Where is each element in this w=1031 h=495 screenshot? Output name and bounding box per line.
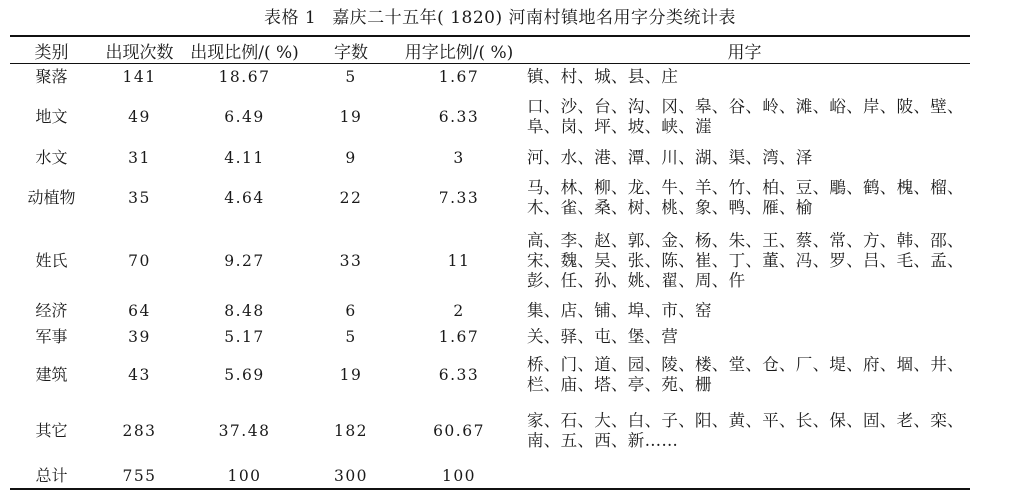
cell-char-ratio: 6.33 — [438, 366, 480, 384]
cell-category: 水文 — [35, 147, 68, 167]
cell-count: 43 — [128, 366, 151, 384]
cell-ratio: 6.49 — [224, 107, 265, 126]
cell-char-ratio: 100 — [441, 466, 477, 485]
caption-label: 表格 1 — [263, 8, 317, 28]
table-row — [10, 323, 970, 350]
cell-category: 地文 — [35, 106, 68, 126]
cell-char-ratio: 2 — [453, 301, 465, 320]
header-row — [10, 37, 970, 63]
cell-chars-count: 6 — [345, 301, 357, 320]
cell-chars — [519, 462, 970, 489]
cell-chars-count: 19 — [339, 366, 363, 384]
cell-char-ratio: 11 — [447, 252, 471, 270]
cell-char-ratio: 1.67 — [438, 67, 480, 86]
cell-ratio: 9.27 — [224, 252, 265, 270]
cell-chars: 马、林、柳、龙、牛、羊、竹、柏、豆、鵰、鹤、槐、榴、木、雀、桑、树、桃、象、鸭、雁、榆 — [527, 178, 964, 217]
cell-chars: 口、沙、台、沟、冈、皋、谷、岭、滩、峪、岸、陂、壁、阜、岗、坪、坡、峡、漄 — [527, 96, 964, 136]
cell-char-ratio: 7.33 — [438, 189, 480, 207]
table-row — [10, 143, 970, 172]
cell-ratio: 37.48 — [218, 422, 271, 440]
table-row — [10, 298, 970, 323]
table-row — [10, 462, 970, 489]
cell-char-ratio: 1.67 — [438, 327, 480, 346]
cell-ratio: 8.48 — [224, 301, 265, 320]
cell-count: 70 — [128, 252, 151, 270]
cell-count: 141 — [122, 67, 157, 86]
cell-chars-count: 300 — [333, 466, 369, 485]
cell-count: 35 — [128, 189, 151, 207]
cell-ratio: 4.11 — [224, 148, 265, 167]
cell-ratio: 18.67 — [218, 67, 271, 86]
header-char-ratio: 用字比例/( %) — [404, 42, 514, 63]
header-chars-count: 字数 — [334, 42, 368, 63]
table-row — [10, 63, 970, 90]
cell-ratio: 100 — [227, 466, 262, 485]
cell-category: 经济 — [35, 300, 68, 320]
cell-chars-count: 22 — [339, 189, 363, 207]
cell-chars: 关、驿、屯、堡、营 — [527, 326, 679, 346]
statistics-table — [10, 37, 970, 489]
cell-chars: 家、石、大、白、子、阳、黄、平、长、保、固、老、栾、南、五、西、新…… — [527, 411, 964, 450]
cell-count: 31 — [128, 148, 151, 167]
caption-title: 嘉庆二十五年( 1820) 河南村镇地名用字分类统计表 — [332, 8, 737, 28]
cell-category: 军事 — [35, 326, 68, 346]
table-row — [10, 90, 970, 143]
cell-chars-count: 5 — [345, 67, 357, 86]
cell-chars-count: 5 — [345, 327, 357, 346]
cell-chars: 河、水、港、潭、川、湖、渠、湾、泽 — [527, 147, 813, 167]
cell-category: 总计 — [35, 465, 68, 485]
cell-count: 49 — [128, 107, 151, 126]
cell-chars-count: 182 — [333, 422, 369, 440]
table-row — [10, 172, 970, 224]
table-caption — [0, 7, 1000, 29]
header-count: 出现次数 — [105, 42, 174, 63]
cell-category: 聚落 — [35, 66, 68, 86]
cell-char-ratio: 3 — [453, 148, 465, 167]
cell-chars-count: 19 — [339, 107, 363, 126]
cell-count: 39 — [128, 327, 151, 346]
cell-chars-count: 33 — [339, 252, 363, 270]
cell-category: 其它 — [35, 421, 68, 440]
header-ratio: 出现比例/( %) — [190, 42, 299, 63]
cell-chars: 桥、门、道、园、陵、楼、堂、仓、厂、堤、府、堌、井、栏、庙、塔、亭、苑、栅 — [527, 355, 964, 394]
cell-count: 755 — [122, 466, 157, 485]
cell-ratio: 5.17 — [224, 327, 265, 346]
cell-ratio: 4.64 — [224, 189, 265, 207]
cell-count: 64 — [128, 301, 151, 320]
next-caption-fragment — [280, 491, 540, 495]
cell-category: 动植物 — [27, 188, 76, 207]
cell-ratio: 5.69 — [224, 366, 265, 384]
table-row — [10, 224, 970, 298]
header-category: 类别 — [34, 42, 69, 63]
cell-chars: 镇、村、城、县、庄 — [527, 66, 679, 86]
cell-chars-count: 9 — [345, 148, 357, 167]
cell-char-ratio: 6.33 — [438, 107, 480, 126]
table-row — [10, 350, 970, 400]
header-chars: 用字 — [727, 42, 762, 63]
cell-count: 283 — [122, 422, 157, 440]
cell-category: 姓氏 — [35, 251, 68, 270]
table-row — [10, 400, 970, 462]
cell-category: 建筑 — [35, 365, 68, 384]
cell-chars: 集、店、铺、埠、市、窑 — [527, 300, 712, 320]
cell-chars: 高、李、赵、郭、金、杨、朱、王、蔡、常、方、韩、邵、宋、魏、吴、张、陈、崔、丁、董、冯、罗、吕、毛、孟、彭、任、孙、姚、翟、周、仵 — [527, 231, 964, 290]
cell-char-ratio: 60.67 — [433, 422, 485, 440]
